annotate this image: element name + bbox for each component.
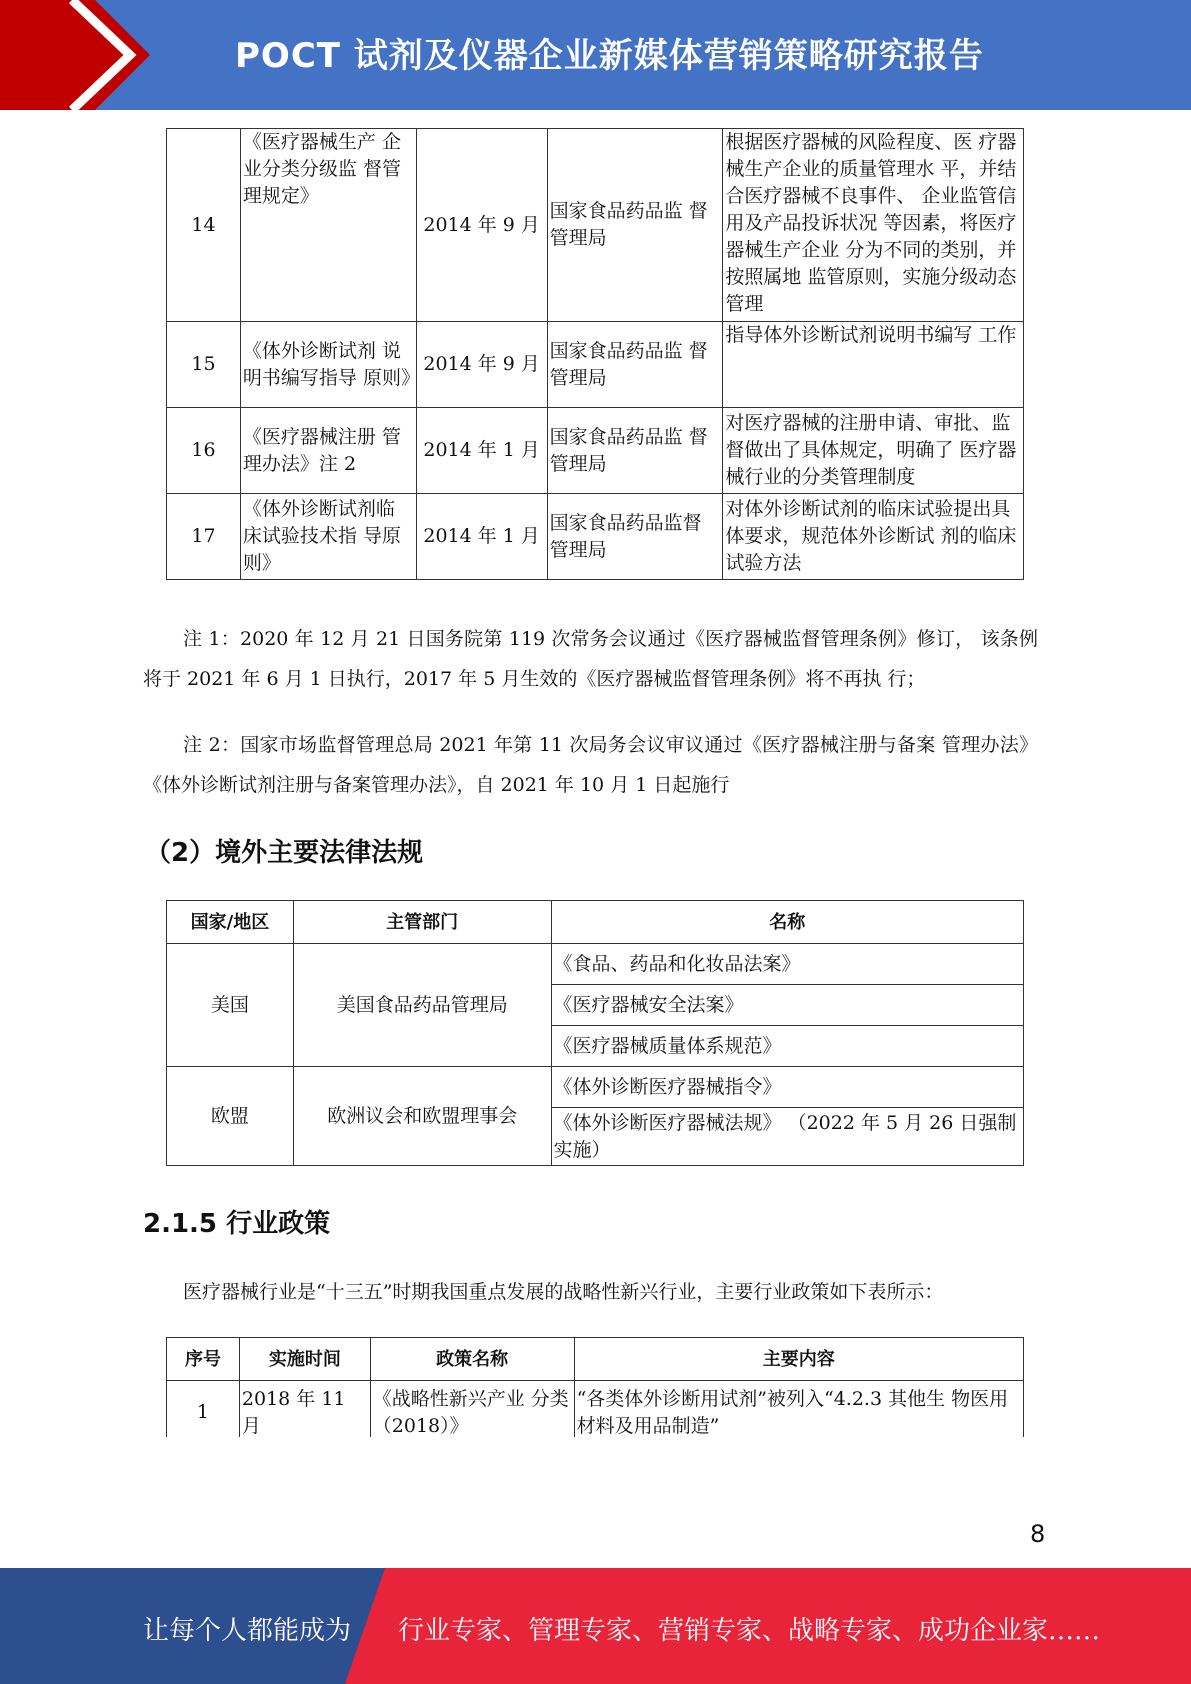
effective-date: 2014 年 9 月 [416,322,547,408]
regulation-content: 对医疗器械的注册申请、审批、监督做出了具体规定，明确了 医疗器械行业的分类管理制度 [723,408,1024,494]
footer-slogan-right: 行业专家、管理专家、营销专家、战略专家、成功企业家…… [398,1616,1101,1646]
column-header: 主要内容 [574,1338,1023,1381]
row-number: 1 [167,1381,240,1438]
note-2: 注 2：国家市场监督管理总局 2021 年第 11 次局务会议审议通过《医疗器械注册与备案 管理办法》《体外诊断试剂注册与备案管理办法》，自 2021 年 10 月 1 日起施行 [143,734,1038,796]
column-header: 国家/地区 [167,901,294,944]
regulation-content: 对体外诊断试剂的临床试验提出具体要求，规范体外诊断试 剂的临床试验方法 [723,494,1024,580]
row-number: 16 [167,408,241,494]
table-header-row [167,1338,1024,1381]
country-eu: 欧盟 [167,1067,294,1166]
column-header: 主管部门 [293,901,551,944]
footer-slogan-left: 让每个人都能成为 [143,1616,352,1646]
row-number: 14 [167,129,241,322]
regulation-name: 《医疗器械注册 管理办法》注 2 [240,408,416,494]
page-footer [0,1568,1191,1684]
row-number: 17 [167,494,241,580]
issuing-department: 国家食品药品监 督管理局 [547,322,723,408]
department-usa: 美国食品药品管理局 [293,944,551,1067]
regulation-content: 指导体外诊断试剂说明书编写 工作 [723,322,1024,408]
law-name: 《医疗器械安全法案》 [551,985,1023,1026]
row-number: 15 [167,322,241,408]
department-eu: 欧洲议会和欧盟理事会 [293,1067,551,1166]
regulation-name: 《医疗器械生产 企业分类分级监 督管理规定》 [240,129,416,322]
policy-name: 《战略性新兴产业 分类（2018）》 [370,1381,574,1438]
column-header: 实施时间 [239,1338,370,1381]
policy-content: “各类体外诊断用试剂”被列入“4.2.3 其他生 物医用材料及用品制造” [574,1381,1023,1438]
issuing-department: 国家食品药品监 督管理局 [547,408,723,494]
issuing-department: 国家食品药品监 督管理局 [547,129,723,322]
law-name: 《食品、药品和化妆品法案》 [551,944,1023,985]
report-title: POCT 试剂及仪器企业新媒体营销策略研究报告 [235,36,984,76]
industry-policy-table [166,1337,1024,1437]
industry-policy-heading: 2.1.5 行业政策 [143,1209,331,1239]
law-name: 《体外诊断医疗器械指令》 [551,1067,1023,1108]
issuing-department: 国家食品药品监督管理局 [547,494,723,580]
note-1: 注 1：2020 年 12 月 21 日国务院第 119 次常务会议通过《医疗器械监督管理条例》修订， 该条例将于 2021 年 6 月 1 日执行，2017 年 5 月生效的《医疗器械监督管理条例》将不再执 行； [143,628,1038,690]
overseas-regulations-heading: （2）境外主要法律法规 [145,838,424,868]
regulation-name: 《体外诊断试剂临床试验技术指 导原则》 [240,494,416,580]
column-header: 政策名称 [370,1338,574,1381]
table-row [167,1381,1024,1438]
column-header: 名称 [551,901,1023,944]
country-usa: 美国 [167,944,294,1067]
page-number: 8 [1030,1520,1046,1548]
law-name: 《医疗器械质量体系规范》 [551,1026,1023,1067]
regulation-content: 根据医疗器械的风险程度、医 疗器械生产企业的质量管理水 平，并结合医疗器械不良事件、 企业监管信用及产品投诉状况 等因素，将医疗器械生产企业 分为不同的类别，并按照属地 监管原则，实施分级动态管理 [723,129,1024,322]
industry-policy-intro: 医疗器械行业是“十三五”时期我国重点发展的战略性新兴行业，主要行业政策如下表所示： [183,1281,944,1303]
effective-date: 2014 年 1 月 [416,494,547,580]
effective-date: 2014 年 1 月 [416,408,547,494]
effective-date: 2018 年 11 月 [239,1381,370,1438]
law-name: 《体外诊断医疗器械法规》 （2022 年 5 月 26 日强制实施） [551,1108,1023,1166]
regulation-name: 《体外诊断试剂 说明书编写指导 原则》 [240,322,416,408]
effective-date: 2014 年 9 月 [416,129,547,322]
column-header: 序号 [167,1338,240,1381]
